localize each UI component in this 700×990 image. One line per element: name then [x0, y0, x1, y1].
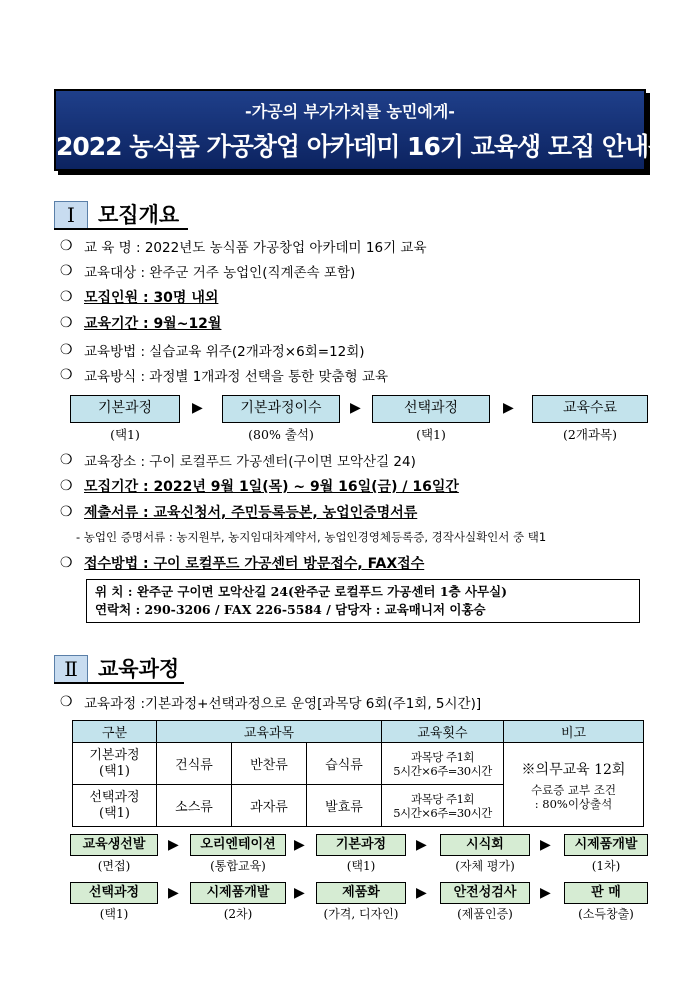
table-cell: 반찬류: [232, 743, 307, 785]
location-line: 위 치 : 완주군 구이면 모악산길 24(완주군 로컬푸드 가공센터 1층 사무실): [95, 584, 508, 599]
bullet-icon: ❍: [60, 263, 73, 279]
table-cell: 기본과정 (택1): [73, 743, 157, 785]
arrow-right-icon: ▶: [416, 885, 427, 901]
bullet-icon: ❍: [60, 504, 73, 520]
section-1-underline: [54, 228, 188, 230]
table-cell: 습식류: [307, 743, 382, 785]
flow-sub-label: (가격, 디자인): [323, 907, 399, 921]
flow-sub-label: (2개과목): [563, 427, 617, 442]
table-cell: 발효류: [307, 785, 382, 827]
flow-box: 기본과정: [316, 834, 406, 856]
arrow-right-icon: ▶: [503, 400, 514, 416]
table-row: [73, 743, 644, 785]
flow-sub-label: (1차): [591, 859, 621, 873]
table-header: 구분: [73, 721, 157, 743]
banner-title: 2022 농식품 가공창업 아카데미 16기 교육생 모집 안내문: [56, 132, 672, 161]
list-item: ❍ 모집인원 : 30명 내외: [60, 289, 219, 306]
bullet-icon: ❍: [60, 238, 73, 254]
table-cell: 건식류: [157, 743, 232, 785]
flow-box-basic: 기본과정: [70, 395, 180, 423]
table-cell: 과자류: [232, 785, 307, 827]
list-item: ❍ 교육방식 : 과정별 1개과정 선택을 통한 맞춤형 교육: [60, 367, 388, 385]
section-2-header: [54, 654, 179, 684]
flow-box: 판 매: [564, 882, 648, 904]
list-item: ❍ 교 육 명 : 2022년도 농식품 가공창업 아카데미 16기 교육: [60, 238, 427, 256]
list-item: ❍ 교육기간 : 9월~12월: [60, 315, 222, 332]
flow-sub-label: (제품인증): [457, 907, 513, 921]
note-sub: 수료증 교부 조건 : 80%이상출석: [530, 782, 617, 811]
list-item: ❍ 교육과정 :기본과정+선택과정으로 운영[과목당 6회(주1회, 5시간)]: [60, 694, 482, 712]
arrow-right-icon: ▶: [350, 400, 361, 416]
flow-box: 오리엔테이션: [190, 834, 286, 856]
bullet-icon: ❍: [60, 289, 73, 305]
table-cell: 과목당 주1회 5시간×6주=30시간: [382, 785, 504, 827]
bullet-icon: ❍: [60, 452, 73, 468]
flow-sub-label: (자체 평가): [455, 859, 515, 873]
section-1-title: 모집개요: [98, 203, 180, 227]
section-2-underline: [54, 682, 184, 684]
section-1-number: Ⅰ: [54, 201, 88, 229]
list-item: ❍ 모집기간 : 2022년 9월 1일(목) ~ 9월 16일(금) / 16일간: [60, 478, 459, 495]
section-2-number: Ⅱ: [54, 655, 88, 683]
list-item: ❍ 제출서류 : 교육신청서, 주민등록등본, 농업인증명서류: [60, 504, 418, 521]
course-table: [72, 720, 644, 827]
contact-info-box: [86, 579, 640, 623]
arrow-right-icon: ▶: [540, 837, 551, 853]
arrow-right-icon: ▶: [416, 837, 427, 853]
arrow-right-icon: ▶: [168, 885, 179, 901]
table-header: 교육횟수: [382, 721, 504, 743]
flow-sub-label: (택1): [346, 859, 376, 873]
arrow-right-icon: ▶: [294, 885, 305, 901]
bullet-icon: ❍: [60, 367, 73, 383]
flow-sub-label: (소득창출): [578, 907, 634, 921]
flow-sub-label: (80% 출석): [248, 427, 314, 442]
table-header-row: [73, 721, 644, 743]
table-cell: 과목당 주1회 5시간×6주=30시간: [382, 743, 504, 785]
flow-box-basic-complete: 기본과정이수: [222, 395, 340, 423]
flow-sub-label: (택1): [416, 427, 446, 442]
list-item: ❍ 교육대상 : 완주군 거주 농업인(직계존속 포함): [60, 263, 356, 281]
title-banner: [54, 89, 672, 171]
flow-box: 교육생선발: [70, 834, 158, 856]
flow-box: 안전성검사: [440, 882, 530, 904]
bullet-icon: ❍: [60, 478, 73, 494]
list-item: ❍ 접수방법 : 구이 로컬푸드 가공센터 방문접수, FAX접수: [60, 555, 425, 572]
bullet-icon: ❍: [60, 555, 73, 571]
flow-sub-label: (통합교육): [210, 859, 266, 873]
flow-box: 시제품개발: [564, 834, 648, 856]
flow-sub-label: (택1): [99, 907, 129, 921]
table-header: 비고: [504, 721, 644, 743]
section-1-header: [54, 200, 179, 230]
arrow-right-icon: ▶: [540, 885, 551, 901]
banner-subtitle: -가공의 부가가치를 농민에게-: [245, 102, 455, 121]
note-main: ※의무교육 12회: [521, 761, 626, 778]
flow-box: 시식회: [440, 834, 530, 856]
table-header: 교육과목: [157, 721, 382, 743]
flow-sub-label: (면접): [97, 859, 131, 873]
section-2-title: 교육과정: [98, 657, 180, 681]
flow-box-completion: 교육수료: [532, 395, 648, 423]
flow-box: 제품화: [316, 882, 406, 904]
bullet-icon: ❍: [60, 315, 73, 331]
table-cell: 소스류: [157, 785, 232, 827]
flow-box: 선택과정: [70, 882, 158, 904]
list-item: ❍ 교육방법 : 실습교육 위주(2개과정×6회=12회): [60, 342, 365, 360]
flow-box-elective: 선택과정: [372, 395, 490, 423]
flow-box: 시제품개발: [190, 882, 286, 904]
arrow-right-icon: ▶: [168, 837, 179, 853]
table-cell-note: [504, 743, 644, 827]
arrow-right-icon: ▶: [192, 400, 203, 416]
bullet-icon: ❍: [60, 694, 73, 710]
flow-sub-label: (2차): [223, 907, 253, 921]
list-item: ❍ 교육장소 : 구이 로컬푸드 가공센터(구이면 모악산길 24): [60, 452, 416, 470]
table-cell: 선택과정 (택1): [73, 785, 157, 827]
contact-line: 연락처 : 290-3206 / FAX 226-5584 / 담당자 : 교육매니저 이홍승: [95, 602, 486, 617]
arrow-right-icon: ▶: [294, 837, 305, 853]
flow-sub-label: (택1): [110, 427, 140, 442]
bullet-icon: ❍: [60, 342, 73, 358]
documents-note: - 농업인 증명서류 : 농지원부, 농지임대차계약서, 농업인경영체등록증, 경작사실확인서 중 택1: [76, 530, 547, 544]
